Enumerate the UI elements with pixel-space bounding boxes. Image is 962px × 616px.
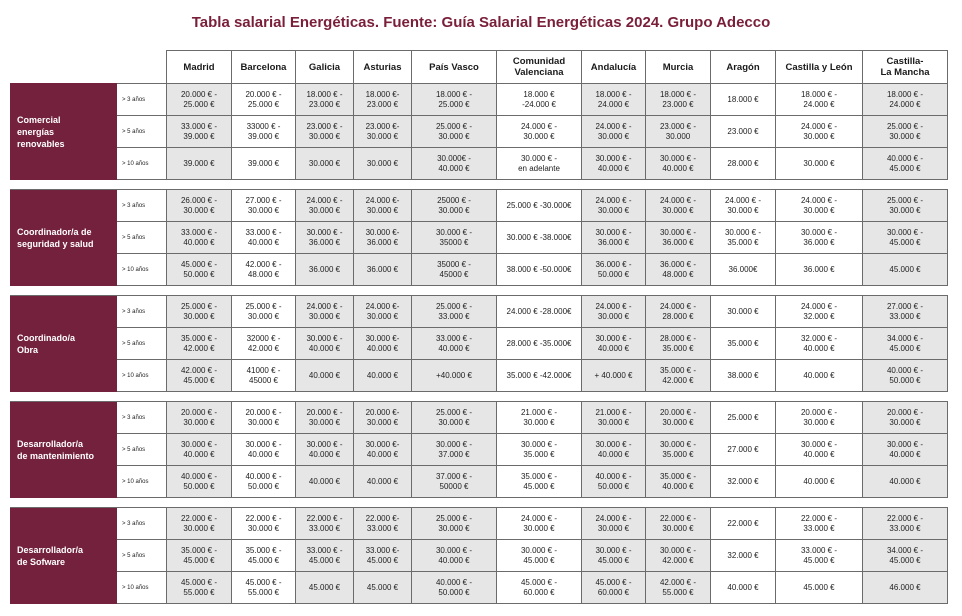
experience-label: > 10 años xyxy=(117,360,167,392)
salary-cell: 30.000 € - 40.000 € xyxy=(582,148,646,180)
salary-cell: 20.000 €- 30.000 € xyxy=(354,402,412,434)
experience-label: > 3 años xyxy=(117,190,167,222)
experience-label: > 10 años xyxy=(117,572,167,604)
salary-cell: 30.000 € - 40.000 € xyxy=(863,434,948,466)
salary-cell: 37.000 € - 50000 € xyxy=(412,466,497,498)
salary-cell: 20.000 € - 25.000 € xyxy=(167,84,232,116)
salary-cell: 24.000 € - 30.000 € xyxy=(582,296,646,328)
salary-cell: 35.000 € - 42.000 € xyxy=(167,328,232,360)
table-row xyxy=(11,434,948,466)
table-row xyxy=(11,116,948,148)
column-header: Galicia xyxy=(296,51,354,84)
salary-cell: 42.000 € - 45.000 € xyxy=(167,360,232,392)
salary-cell: 26.000 € - 30.000 € xyxy=(167,190,232,222)
section-gap xyxy=(11,180,948,190)
salary-cell: 32000 € - 42.000 € xyxy=(232,328,296,360)
salary-cell: 18.000 € - 24.000 € xyxy=(582,84,646,116)
salary-cell: 18.000 € - 23.000 € xyxy=(646,84,711,116)
header-row xyxy=(11,51,948,84)
salary-cell: 24.000 € - 30.000 € xyxy=(296,296,354,328)
salary-cell: 36.000€ xyxy=(711,254,776,286)
salary-cell: 42.000 € - 48.000 € xyxy=(232,254,296,286)
salary-cell: 20.000 € - 30.000 € xyxy=(296,402,354,434)
salary-cell: 24.000 € - 30.000 € xyxy=(296,190,354,222)
table-row xyxy=(11,296,948,328)
salary-cell: 20.000 € - 30.000 € xyxy=(646,402,711,434)
spacer xyxy=(11,286,948,296)
table-row xyxy=(11,466,948,498)
salary-cell: 18.000 € - 23.000 € xyxy=(296,84,354,116)
salary-cell: 24.000 € - 30.000 € xyxy=(582,190,646,222)
salary-cell: 33000 € - 39.000 € xyxy=(232,116,296,148)
salary-cell: 45.000 € xyxy=(776,572,863,604)
salary-cell: 38.000 € -50.000€ xyxy=(497,254,582,286)
salary-cell: 22.000 € - 33.000 € xyxy=(863,508,948,540)
salary-cell: + 40.000 € xyxy=(582,360,646,392)
salary-cell: 22.000 € - 30.000 € xyxy=(232,508,296,540)
salary-cell: 18.000 €- 23.000 € xyxy=(354,84,412,116)
salary-cell: 35.000 € - 45.000 € xyxy=(232,540,296,572)
salary-cell: 24.000 € - 28.000 € xyxy=(646,296,711,328)
experience-label: > 3 años xyxy=(117,508,167,540)
column-header: Murcia xyxy=(646,51,711,84)
section-gap xyxy=(11,286,948,296)
salary-cell: 42.000 € - 55.000 € xyxy=(646,572,711,604)
salary-cell: 33.000 € - 40.000 € xyxy=(167,222,232,254)
experience-label: > 5 años xyxy=(117,116,167,148)
column-header: Madrid xyxy=(167,51,232,84)
salary-cell: 35000 € - 45000 € xyxy=(412,254,497,286)
column-header: Andalucía xyxy=(582,51,646,84)
role-label: Desarrollador/a de Sofware xyxy=(11,508,117,604)
salary-cell: 21.000 € - 30.000 € xyxy=(497,402,582,434)
salary-cell: 24.000 € - 30.000 € xyxy=(497,508,582,540)
salary-cell: 30.000 € - 36.000 € xyxy=(646,222,711,254)
table-row xyxy=(11,360,948,392)
salary-cell: 23.000 € - 30.000 € xyxy=(296,116,354,148)
salary-cell: 40.000 € - 45.000 € xyxy=(863,148,948,180)
salary-cell: 30.000 € xyxy=(711,296,776,328)
salary-cell: 36.000 € - 48.000 € xyxy=(646,254,711,286)
salary-cell: 18.000 € - 24.000 € xyxy=(863,84,948,116)
role-label: Desarrollador/a de mantenimiento xyxy=(11,402,117,498)
salary-cell: 34.000 € - 45.000 € xyxy=(863,328,948,360)
experience-label: > 10 años xyxy=(117,466,167,498)
salary-cell: 30.000 € - 40.000 € xyxy=(296,434,354,466)
salary-cell: 18.000 € xyxy=(711,84,776,116)
salary-cell: 45.000 € - 60.000 € xyxy=(582,572,646,604)
salary-cell: 24.000 € - 30.000 € xyxy=(582,116,646,148)
salary-cell: 24.000 € -28.000€ xyxy=(497,296,582,328)
salary-cell: 24.000 € - 30.000 € xyxy=(776,190,863,222)
salary-cell: 20.000 € - 30.000 € xyxy=(776,402,863,434)
salary-cell: 30.000 € - 45.000 € xyxy=(863,222,948,254)
column-header: Aragón xyxy=(711,51,776,84)
table-row xyxy=(11,222,948,254)
salary-cell: 30.000 € - 40.000 € xyxy=(232,434,296,466)
salary-cell: 40.000 € xyxy=(296,360,354,392)
salary-cell: 18.000 € - 24.000 € xyxy=(776,84,863,116)
salary-cell: 35.000 € - 45.000 € xyxy=(497,466,582,498)
salary-cell: 24.000 € - 30.000 € xyxy=(582,508,646,540)
salary-cell: 40.000 € xyxy=(776,466,863,498)
salary-cell: 45.000 € - 55.000 € xyxy=(167,572,232,604)
salary-cell: 20.000 € - 30.000 € xyxy=(863,402,948,434)
experience-label: > 3 años xyxy=(117,84,167,116)
salary-cell: 24.000 €- 30.000 € xyxy=(354,190,412,222)
salary-cell: 25.000 € -30.000€ xyxy=(497,190,582,222)
salary-cell: 30.000 € - 36.000 € xyxy=(296,222,354,254)
column-header: Castilla y León xyxy=(776,51,863,84)
table-row xyxy=(11,572,948,604)
role-label: Comercial energías renovables xyxy=(11,84,117,180)
salary-cell: 30.000 € - 42.000 € xyxy=(646,540,711,572)
salary-cell: 30.000 € - 45.000 € xyxy=(497,540,582,572)
salary-cell: 30.000 € xyxy=(354,148,412,180)
salary-cell: 45.000 € xyxy=(863,254,948,286)
salary-cell: 33.000 €- 45.000 € xyxy=(354,540,412,572)
salary-cell: 32.000 € xyxy=(711,466,776,498)
experience-label: > 10 años xyxy=(117,148,167,180)
salary-cell: 32.000 € xyxy=(711,540,776,572)
salary-cell: 30.000 € - 40.000 € xyxy=(167,434,232,466)
salary-cell: 24.000 € - 30.000 € xyxy=(646,190,711,222)
salary-cell: 25.000 € - 30.000 € xyxy=(412,508,497,540)
salary-cell: 35.000 € -42.000€ xyxy=(497,360,582,392)
salary-cell: 30.000 € - 40.000 € xyxy=(582,328,646,360)
salary-cell: 33.000 € - 40.000 € xyxy=(232,222,296,254)
spacer xyxy=(11,498,948,508)
salary-cell: 23.000 € - 30.000 xyxy=(646,116,711,148)
salary-cell: 40.000 € - 50.000 € xyxy=(412,572,497,604)
salary-cell: 45.000 € xyxy=(296,572,354,604)
header-blank xyxy=(117,51,167,84)
salary-cell: 30.000 €- 40.000 € xyxy=(354,434,412,466)
column-header: Comunidad Valenciana xyxy=(497,51,582,84)
section-gap xyxy=(11,498,948,508)
salary-cell: 30.000 €- 36.000 € xyxy=(354,222,412,254)
salary-cell: 45.000 € xyxy=(354,572,412,604)
salary-cell: 40.000 € - 50.000 € xyxy=(582,466,646,498)
salary-cell: 30.000 € - 37.000 € xyxy=(412,434,497,466)
salary-cell: 28.000 € - 35.000 € xyxy=(646,328,711,360)
salary-cell: 30.000 € - 35.000 € xyxy=(711,222,776,254)
salary-cell: 24.000 €- 30.000 € xyxy=(354,296,412,328)
section-gap xyxy=(11,392,948,402)
salary-cell: 39.000 € xyxy=(167,148,232,180)
experience-label: > 5 años xyxy=(117,540,167,572)
salary-cell: 25.000 € - 30.000 € xyxy=(412,402,497,434)
salary-cell: 20.000 € - 30.000 € xyxy=(167,402,232,434)
salary-cell: +40.000 € xyxy=(412,360,497,392)
salary-cell: 30.000 € - 36.000 € xyxy=(776,222,863,254)
table-row xyxy=(11,540,948,572)
salary-cell: 25.000 € - 30.000 € xyxy=(863,116,948,148)
salary-cell: 25.000 € - 33.000 € xyxy=(412,296,497,328)
salary-cell: 30.000 € - 40.000 € xyxy=(582,434,646,466)
header-blank xyxy=(11,51,117,84)
salary-cell: 18.000 € - 25.000 € xyxy=(412,84,497,116)
role-label: Coordinado/a Obra xyxy=(11,296,117,392)
column-header: Asturias xyxy=(354,51,412,84)
experience-label: > 10 años xyxy=(117,254,167,286)
spacer xyxy=(11,180,948,190)
salary-cell: 40.000 € xyxy=(296,466,354,498)
salary-cell: 40.000 € xyxy=(711,572,776,604)
table-row xyxy=(11,254,948,286)
salary-table xyxy=(10,50,948,604)
salary-cell: 36.000 € - 50.000 € xyxy=(582,254,646,286)
salary-cell: 30.000 € - 35.000 € xyxy=(646,434,711,466)
salary-cell: 25.000 € - 30.000 € xyxy=(232,296,296,328)
table-row xyxy=(11,190,948,222)
salary-cell: 38.000 € xyxy=(711,360,776,392)
salary-cell: 24.000 € - 30.000 € xyxy=(711,190,776,222)
salary-cell: 24.000 € - 30.000 € xyxy=(776,116,863,148)
column-header: País Vasco xyxy=(412,51,497,84)
salary-cell: 30.000 € - 40.000 € xyxy=(296,328,354,360)
salary-cell: 27.000 € xyxy=(711,434,776,466)
table-row xyxy=(11,508,948,540)
salary-cell: 22.000 €- 33.000 € xyxy=(354,508,412,540)
salary-cell: 35.000 € - 42.000 € xyxy=(646,360,711,392)
salary-cell: 18.000 € -24.000 € xyxy=(497,84,582,116)
salary-cell: 22.000 € xyxy=(711,508,776,540)
salary-cell: 30.000 € - 45.000 € xyxy=(582,540,646,572)
salary-cell: 45.000 € - 60.000 € xyxy=(497,572,582,604)
experience-label: > 5 años xyxy=(117,328,167,360)
salary-cell: 41000 € - 45000 € xyxy=(232,360,296,392)
salary-cell: 24.000 € - 32.000 € xyxy=(776,296,863,328)
salary-cell: 40.000 € - 50.000 € xyxy=(232,466,296,498)
salary-cell: 30.000 €- 40.000 € xyxy=(354,328,412,360)
salary-cell: 21.000 € - 30.000 € xyxy=(582,402,646,434)
salary-cell: 30.000 € - 35.000 € xyxy=(497,434,582,466)
table-row xyxy=(11,402,948,434)
salary-cell: 30.000€ - 40.000 € xyxy=(412,148,497,180)
salary-cell: 40.000 € - 50.000 € xyxy=(863,360,948,392)
salary-cell: 30.000 € - 40.000 € xyxy=(776,434,863,466)
salary-cell: 23.000 € xyxy=(711,116,776,148)
experience-label: > 5 años xyxy=(117,434,167,466)
salary-cell: 40.000 € xyxy=(776,360,863,392)
salary-cell: 30.000 € xyxy=(776,148,863,180)
salary-cell: 30.000 € - 40.000 € xyxy=(646,148,711,180)
table-row xyxy=(11,84,948,116)
salary-cell: 25.000 € - 30.000 € xyxy=(863,190,948,222)
salary-cell: 45.000 € - 50.000 € xyxy=(167,254,232,286)
salary-cell: 28.000 € xyxy=(711,148,776,180)
salary-cell: 34.000 € - 45.000 € xyxy=(863,540,948,572)
salary-cell: 36.000 € xyxy=(296,254,354,286)
salary-cell: 30.000 € - en adelante xyxy=(497,148,582,180)
salary-cell: 40.000 € - 50.000 € xyxy=(167,466,232,498)
salary-cell: 35.000 € - 45.000 € xyxy=(167,540,232,572)
salary-cell: 33.000 € - 39.000 € xyxy=(167,116,232,148)
salary-cell: 25.000 € - 30.000 € xyxy=(167,296,232,328)
salary-cell: 20.000 € - 25.000 € xyxy=(232,84,296,116)
table-body xyxy=(11,84,948,604)
salary-cell: 32.000 € - 40.000 € xyxy=(776,328,863,360)
column-header: Barcelona xyxy=(232,51,296,84)
salary-cell: 22.000 € - 33.000 € xyxy=(776,508,863,540)
salary-cell: 40.000 € xyxy=(863,466,948,498)
salary-cell: 33.000 € - 45.000 € xyxy=(296,540,354,572)
salary-cell: 35.000 € xyxy=(711,328,776,360)
salary-cell: 30.000 € -38.000€ xyxy=(497,222,582,254)
salary-cell: 27.000 € - 33.000 € xyxy=(863,296,948,328)
salary-cell: 22.000 € - 30.000 € xyxy=(646,508,711,540)
salary-cell: 24.000 € - 30.000 € xyxy=(497,116,582,148)
experience-label: > 5 años xyxy=(117,222,167,254)
salary-cell: 45.000 € - 55.000 € xyxy=(232,572,296,604)
salary-cell: 30.000 € - 36.000 € xyxy=(582,222,646,254)
salary-cell: 25000 € - 30.000 € xyxy=(412,190,497,222)
salary-cell: 23.000 €- 30.000 € xyxy=(354,116,412,148)
salary-cell: 22.000 € - 33.000 € xyxy=(296,508,354,540)
salary-cell: 22.000 € - 30.000 € xyxy=(167,508,232,540)
salary-cell: 40.000 € xyxy=(354,360,412,392)
salary-cell: 36.000 € xyxy=(776,254,863,286)
salary-cell: 30.000 € - 35000 € xyxy=(412,222,497,254)
role-label: Coordinador/a de seguridad y salud xyxy=(11,190,117,286)
salary-cell: 33.000 € - 40.000 € xyxy=(412,328,497,360)
spacer xyxy=(11,392,948,402)
experience-label: > 3 años xyxy=(117,296,167,328)
salary-cell: 27.000 € - 30.000 € xyxy=(232,190,296,222)
column-header: Castilla- La Mancha xyxy=(863,51,948,84)
salary-cell: 33.000 € - 45.000 € xyxy=(776,540,863,572)
page-title: Tabla salarial Energéticas. Fuente: Guía Salarial Energéticas 2024. Grupo Adecco xyxy=(191,14,771,31)
salary-cell: 36.000 € xyxy=(354,254,412,286)
table-row xyxy=(11,328,948,360)
salary-cell: 30.000 € xyxy=(296,148,354,180)
salary-cell: 39.000 € xyxy=(232,148,296,180)
salary-cell: 28.000 € -35.000€ xyxy=(497,328,582,360)
table-row xyxy=(11,148,948,180)
salary-cell: 46.000 € xyxy=(863,572,948,604)
salary-cell: 25.000 € - 30.000 € xyxy=(412,116,497,148)
salary-cell: 20.000 € - 30.000 € xyxy=(232,402,296,434)
salary-cell: 35.000 € - 40.000 € xyxy=(646,466,711,498)
salary-cell: 30.000 € - 40.000 € xyxy=(412,540,497,572)
experience-label: > 3 años xyxy=(117,402,167,434)
salary-cell: 25.000 € xyxy=(711,402,776,434)
salary-cell: 40.000 € xyxy=(354,466,412,498)
